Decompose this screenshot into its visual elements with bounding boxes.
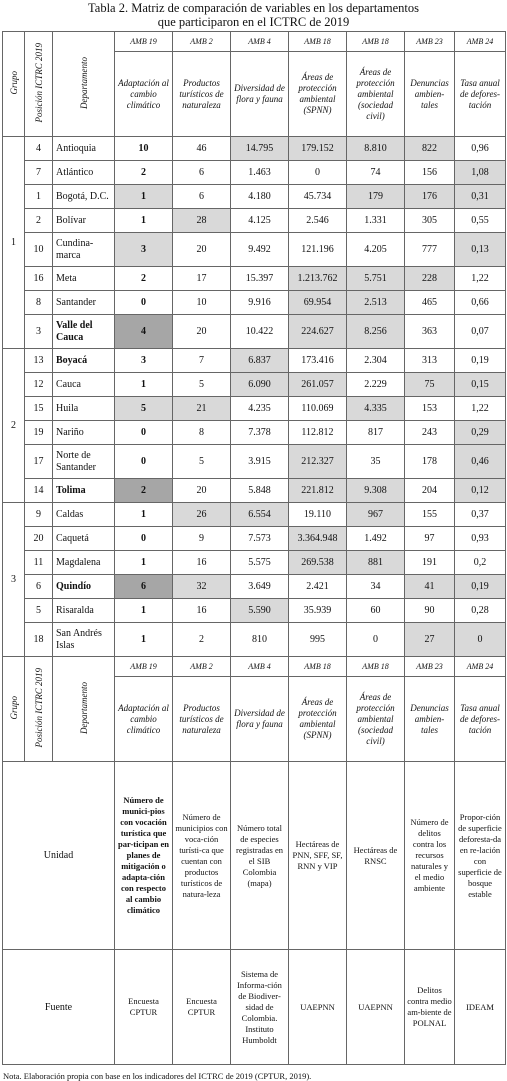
variable-header: Productos turísticos de naturaleza: [173, 52, 231, 137]
position-cell: 15: [25, 397, 53, 421]
position-cell: 9: [25, 503, 53, 527]
value-cell: 817: [347, 421, 405, 445]
table-row: [3, 209, 506, 233]
value-cell: 212.327: [289, 445, 347, 479]
department-cell: Meta: [53, 267, 115, 291]
value-cell: 0: [289, 161, 347, 185]
position-cell: 3: [25, 315, 53, 349]
position-cell: 10: [25, 233, 53, 267]
department-cell: Caquetá: [53, 527, 115, 551]
table-row: [3, 267, 506, 291]
value-cell: 16: [173, 599, 231, 623]
value-cell: 0: [347, 623, 405, 657]
value-cell: 204: [405, 479, 455, 503]
value-cell: 1: [115, 209, 173, 233]
department-cell: Bolívar: [53, 209, 115, 233]
value-cell: 2.513: [347, 291, 405, 315]
table-row: [3, 185, 506, 209]
amb-code: AMB 23: [405, 32, 455, 52]
variable-header: Áreas de protección ambiental (SPNN): [289, 677, 347, 762]
amb-code: AMB 23: [405, 657, 455, 677]
value-cell: 2.546: [289, 209, 347, 233]
table-row: [3, 599, 506, 623]
departamento-header: Departamento: [53, 32, 115, 137]
comparison-table: [2, 31, 506, 1065]
value-cell: 0,13: [455, 233, 506, 267]
value-cell: 1.463: [231, 161, 289, 185]
value-cell: 4.180: [231, 185, 289, 209]
value-cell: 810: [231, 623, 289, 657]
value-cell: 2: [115, 479, 173, 503]
grupo-header: Grupo: [3, 32, 25, 137]
value-cell: 0,12: [455, 479, 506, 503]
value-cell: 0: [115, 421, 173, 445]
value-cell: 191: [405, 551, 455, 575]
amb-code: AMB 18: [289, 32, 347, 52]
value-cell: 1,22: [455, 397, 506, 421]
value-cell: 34: [347, 575, 405, 599]
value-cell: 8.810: [347, 137, 405, 161]
value-cell: 0: [455, 623, 506, 657]
value-cell: 995: [289, 623, 347, 657]
department-cell: Bogotá, D.C.: [53, 185, 115, 209]
value-cell: 8.256: [347, 315, 405, 349]
value-cell: 1: [115, 185, 173, 209]
value-cell: 3: [115, 233, 173, 267]
value-cell: 967: [347, 503, 405, 527]
position-cell: 12: [25, 373, 53, 397]
value-cell: 0,31: [455, 185, 506, 209]
department-cell: Risaralda: [53, 599, 115, 623]
value-cell: 7.378: [231, 421, 289, 445]
value-cell: 21: [173, 397, 231, 421]
amb-header-row-bottom: [3, 657, 506, 677]
table-row: [3, 137, 506, 161]
title-line-1: Tabla 2. Matriz de comparación de variables en los departamentos: [88, 1, 419, 15]
value-cell: 3.364.948: [289, 527, 347, 551]
table-row: [3, 623, 506, 657]
position-cell: 2: [25, 209, 53, 233]
value-cell: 269.538: [289, 551, 347, 575]
amb-code: AMB 4: [231, 32, 289, 52]
value-cell: 2: [115, 267, 173, 291]
fuente-row: [3, 950, 506, 1065]
position-cell: 8: [25, 291, 53, 315]
department-cell: Huila: [53, 397, 115, 421]
variable-header: Productos turísticos de naturaleza: [173, 677, 231, 762]
value-cell: 9.308: [347, 479, 405, 503]
value-cell: 221.812: [289, 479, 347, 503]
value-cell: 176: [405, 185, 455, 209]
value-cell: 3.649: [231, 575, 289, 599]
position-cell: 5: [25, 599, 53, 623]
amb-header-row: [3, 32, 506, 52]
value-cell: 0: [115, 445, 173, 479]
department-cell: San Andrés Islas: [53, 623, 115, 657]
position-cell: 6: [25, 575, 53, 599]
value-cell: 2.229: [347, 373, 405, 397]
departamento-header: Departamento: [53, 657, 115, 762]
fuente-cell: Encuesta CPTUR: [115, 950, 173, 1065]
value-cell: 0,37: [455, 503, 506, 527]
position-cell: 17: [25, 445, 53, 479]
value-cell: 5.848: [231, 479, 289, 503]
unidad-cell: Hectáreas de RNSC: [347, 762, 405, 950]
value-cell: 9.492: [231, 233, 289, 267]
value-cell: 17: [173, 267, 231, 291]
value-cell: 45.734: [289, 185, 347, 209]
amb-code: AMB 24: [455, 657, 506, 677]
value-cell: 5: [173, 373, 231, 397]
value-cell: 0,2: [455, 551, 506, 575]
table-row: [3, 445, 506, 479]
unidad-cell: Propor-ción de superficie deforesta-da en re-lación con superficie de bosque estable: [455, 762, 506, 950]
value-cell: 1: [115, 373, 173, 397]
value-cell: 4.205: [347, 233, 405, 267]
value-cell: 9.916: [231, 291, 289, 315]
value-cell: 4.335: [347, 397, 405, 421]
value-cell: 1.213.762: [289, 267, 347, 291]
value-cell: 10: [173, 291, 231, 315]
value-cell: 5: [115, 397, 173, 421]
position-cell: 4: [25, 137, 53, 161]
value-cell: 1.492: [347, 527, 405, 551]
unidad-cell: Número de munici-pios con vocación turística que par-ticipan en planes de mitigación o adapta-ción con respecto al cambio climático: [115, 762, 173, 950]
value-cell: 5.751: [347, 267, 405, 291]
value-cell: 156: [405, 161, 455, 185]
value-cell: 1: [115, 503, 173, 527]
variable-header: Áreas de protección ambiental (sociedad civil): [347, 677, 405, 762]
variable-header: Denuncias ambien-tales: [405, 677, 455, 762]
value-cell: 0,46: [455, 445, 506, 479]
unidad-cell: Número de municipios con voca-ción turísti-ca que cuentan con productos turísticos de natura-leza: [173, 762, 231, 950]
amb-code: AMB 18: [347, 657, 405, 677]
variable-header: Áreas de protección ambiental (sociedad civil): [347, 52, 405, 137]
value-cell: 6.090: [231, 373, 289, 397]
amb-code: AMB 18: [347, 32, 405, 52]
value-cell: 10.422: [231, 315, 289, 349]
position-cell: 7: [25, 161, 53, 185]
value-cell: 179: [347, 185, 405, 209]
fuente-cell: Encuesta CPTUR: [173, 950, 231, 1065]
value-cell: 90: [405, 599, 455, 623]
value-cell: 0,15: [455, 373, 506, 397]
department-cell: Cundina-marca: [53, 233, 115, 267]
value-cell: 16: [173, 551, 231, 575]
unidad-row: [3, 762, 506, 950]
value-cell: 1: [115, 623, 173, 657]
value-cell: 41: [405, 575, 455, 599]
table-row: [3, 161, 506, 185]
department-cell: Magdalena: [53, 551, 115, 575]
position-cell: 20: [25, 527, 53, 551]
value-cell: 4.235: [231, 397, 289, 421]
posicion-header: Posición ICTRC 2019: [25, 32, 53, 137]
value-cell: 35: [347, 445, 405, 479]
value-cell: 0,07: [455, 315, 506, 349]
grupo-header: Grupo: [3, 657, 25, 762]
value-cell: 173.416: [289, 349, 347, 373]
value-cell: 14.795: [231, 137, 289, 161]
department-cell: Atlántico: [53, 161, 115, 185]
value-cell: 7: [173, 349, 231, 373]
table-row: [3, 421, 506, 445]
posicion-header: Posición ICTRC 2019: [25, 657, 53, 762]
value-cell: 0: [115, 291, 173, 315]
value-cell: 2: [115, 161, 173, 185]
value-cell: 97: [405, 527, 455, 551]
department-cell: Norte de Santander: [53, 445, 115, 479]
fuente-cell: UAEPNN: [347, 950, 405, 1065]
value-cell: 881: [347, 551, 405, 575]
value-cell: 3: [115, 349, 173, 373]
department-cell: Caldas: [53, 503, 115, 527]
value-cell: 3.915: [231, 445, 289, 479]
department-cell: Santander: [53, 291, 115, 315]
value-cell: 8: [173, 421, 231, 445]
value-cell: 28: [173, 209, 231, 233]
value-cell: 4: [115, 315, 173, 349]
group-label: 1: [3, 137, 25, 349]
value-cell: 9: [173, 527, 231, 551]
value-cell: 224.627: [289, 315, 347, 349]
value-cell: 5.590: [231, 599, 289, 623]
value-cell: 228: [405, 267, 455, 291]
value-cell: 32: [173, 575, 231, 599]
value-cell: 4.125: [231, 209, 289, 233]
value-cell: 0: [115, 527, 173, 551]
value-cell: 75: [405, 373, 455, 397]
value-cell: 243: [405, 421, 455, 445]
department-cell: Cauca: [53, 373, 115, 397]
value-cell: 112.812: [289, 421, 347, 445]
value-cell: 1,22: [455, 267, 506, 291]
value-cell: 69.954: [289, 291, 347, 315]
department-cell: Antioquia: [53, 137, 115, 161]
value-cell: 26: [173, 503, 231, 527]
value-cell: 20: [173, 479, 231, 503]
fuente-label: Fuente: [3, 950, 115, 1065]
value-cell: 0,28: [455, 599, 506, 623]
value-cell: 35.939: [289, 599, 347, 623]
table-note: Nota. Elaboración propia con base en los indicadores del ICTRC de 2019 (CPTUR, 2019).: [3, 1071, 312, 1081]
variable-header: Denuncias ambien-tales: [405, 52, 455, 137]
position-cell: 13: [25, 349, 53, 373]
value-cell: 0,29: [455, 421, 506, 445]
value-cell: 6.837: [231, 349, 289, 373]
value-cell: 261.057: [289, 373, 347, 397]
amb-code: AMB 19: [115, 657, 173, 677]
variable-header: Tasa anual de defores-tación: [455, 52, 506, 137]
unidad-cell: Número de delitos contra los recursos naturales y el medio ambiente: [405, 762, 455, 950]
value-cell: 27: [405, 623, 455, 657]
fuente-cell: UAEPNN: [289, 950, 347, 1065]
table-row: [3, 503, 506, 527]
value-cell: 19.110: [289, 503, 347, 527]
fuente-cell: Sistema de Informa-ción de Biodiver-sidad de Colombia. Instituto Humboldt: [231, 950, 289, 1065]
table-row: [3, 575, 506, 599]
table-row: [3, 349, 506, 373]
value-cell: 20: [173, 315, 231, 349]
value-cell: 313: [405, 349, 455, 373]
value-cell: 0,66: [455, 291, 506, 315]
value-cell: 7.573: [231, 527, 289, 551]
value-cell: 5.575: [231, 551, 289, 575]
fuente-cell: IDEAM: [455, 950, 506, 1065]
department-cell: Quindío: [53, 575, 115, 599]
variable-header: Adaptación al cambio climático: [115, 52, 173, 137]
table-title: [0, 0, 507, 31]
value-cell: 2: [173, 623, 231, 657]
position-cell: 1: [25, 185, 53, 209]
position-cell: 18: [25, 623, 53, 657]
variable-header: Tasa anual de defores-tación: [455, 677, 506, 762]
group-label: 2: [3, 349, 25, 503]
value-cell: 6: [115, 575, 173, 599]
value-cell: 6: [173, 161, 231, 185]
value-cell: 179.152: [289, 137, 347, 161]
variable-header: Diversidad de flora y fauna: [231, 677, 289, 762]
department-cell: Nariño: [53, 421, 115, 445]
title-line-2: que participaron en el ICTRC de 2019: [157, 15, 350, 29]
position-cell: 16: [25, 267, 53, 291]
table-row: [3, 291, 506, 315]
value-cell: 0,93: [455, 527, 506, 551]
value-cell: 60: [347, 599, 405, 623]
table-row: [3, 373, 506, 397]
value-cell: 305: [405, 209, 455, 233]
value-cell: 777: [405, 233, 455, 267]
department-cell: Valle del Cauca: [53, 315, 115, 349]
value-cell: 0,19: [455, 575, 506, 599]
value-cell: 1.331: [347, 209, 405, 233]
amb-code: AMB 19: [115, 32, 173, 52]
value-cell: 46: [173, 137, 231, 161]
value-cell: 153: [405, 397, 455, 421]
unidad-label: Unidad: [3, 762, 115, 950]
value-cell: 465: [405, 291, 455, 315]
value-cell: 20: [173, 233, 231, 267]
variable-header: Adaptación al cambio climático: [115, 677, 173, 762]
value-cell: 2.421: [289, 575, 347, 599]
variable-header: Áreas de protección ambiental (SPNN): [289, 52, 347, 137]
value-cell: 1: [115, 599, 173, 623]
table-row: [3, 479, 506, 503]
value-cell: 178: [405, 445, 455, 479]
department-cell: Boyacá: [53, 349, 115, 373]
position-cell: 14: [25, 479, 53, 503]
table-row: [3, 527, 506, 551]
value-cell: 74: [347, 161, 405, 185]
group-label: 3: [3, 503, 25, 657]
table-row: [3, 233, 506, 267]
department-cell: Tolima: [53, 479, 115, 503]
value-cell: 121.196: [289, 233, 347, 267]
value-cell: 363: [405, 315, 455, 349]
fuente-cell: Delitos contra medio am-biente de POLNAL: [405, 950, 455, 1065]
value-cell: 822: [405, 137, 455, 161]
value-cell: 155: [405, 503, 455, 527]
amb-code: AMB 24: [455, 32, 506, 52]
amb-code: AMB 2: [173, 657, 231, 677]
variable-header: Diversidad de flora y fauna: [231, 52, 289, 137]
value-cell: 1,08: [455, 161, 506, 185]
value-cell: 6: [173, 185, 231, 209]
position-cell: 19: [25, 421, 53, 445]
amb-code: AMB 18: [289, 657, 347, 677]
value-cell: 5: [173, 445, 231, 479]
value-cell: 10: [115, 137, 173, 161]
value-cell: 110.069: [289, 397, 347, 421]
value-cell: 0,19: [455, 349, 506, 373]
unidad-cell: Hectáreas de PNN, SFF, SF, RNN y VIP: [289, 762, 347, 950]
amb-code: AMB 2: [173, 32, 231, 52]
table-row: [3, 315, 506, 349]
value-cell: 2.304: [347, 349, 405, 373]
table-row: [3, 551, 506, 575]
amb-code: AMB 4: [231, 657, 289, 677]
value-cell: 0,55: [455, 209, 506, 233]
value-cell: 6.554: [231, 503, 289, 527]
value-cell: 1: [115, 551, 173, 575]
value-cell: 15.397: [231, 267, 289, 291]
position-cell: 11: [25, 551, 53, 575]
table-row: [3, 397, 506, 421]
value-cell: 0,96: [455, 137, 506, 161]
unidad-cell: Número total de especies registradas en el SIB Colombia (mapa): [231, 762, 289, 950]
